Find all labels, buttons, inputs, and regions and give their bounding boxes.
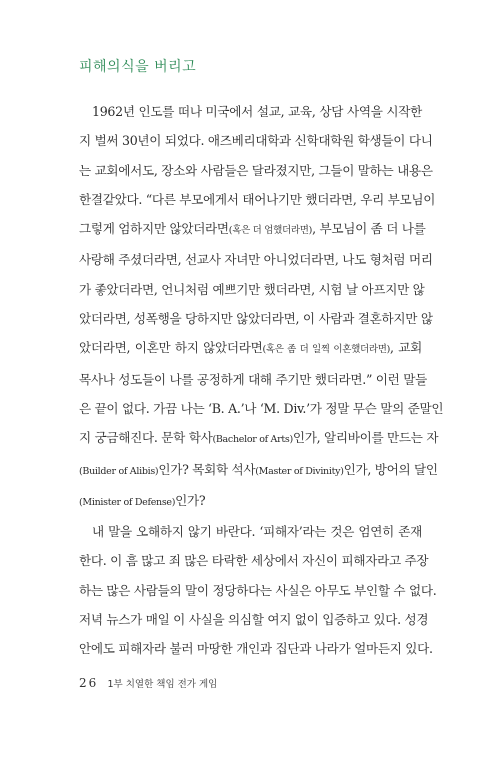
parenthetical-note: (혹은 좀 더 일찍 이혼했더라면) <box>262 344 391 356</box>
english-gloss: (Builder of Alibis) <box>79 465 159 477</box>
text-run: 았더라면, 이혼만 하지 않았더라면 <box>79 340 263 356</box>
text-line: 한결같았다. “다른 부모에게서 태어나기만 했더라면, 우리 부모님이 <box>79 191 436 207</box>
text-line: 하는 많은 사람들의 말이 정당하다는 사실은 아무도 부인할 수 없다. <box>79 582 437 598</box>
text-run: , 교회 <box>390 340 423 356</box>
text-line: 저녁 뉴스가 매일 이 사실을 의심할 여지 없이 입증하고 있다. 성경 <box>79 612 429 628</box>
english-gloss: (Minister of Defense) <box>79 496 176 508</box>
body-text <box>79 97 444 664</box>
page-number: 26 <box>79 676 99 690</box>
section-title: 피해의식을 버리고 <box>79 59 197 75</box>
english-gloss: (Master of Divinity) <box>255 465 344 477</box>
text-line <box>79 214 426 245</box>
text-line: 한다. 이 흠 많고 죄 많은 타락한 세상에서 자신이 피해자라고 주장 <box>79 553 429 569</box>
text-line <box>79 423 439 454</box>
text-line: 사랑해 주셨더라면, 선교사 자녀만 아니었더라면, 나도 형처럼 머리 <box>79 252 433 268</box>
text-run: 지 궁금해진다. 문학 학사 <box>79 430 213 446</box>
text-line: 았더라면, 성폭행을 당하지만 않았더라면, 이 사람과 결혼하지만 않 <box>79 311 433 327</box>
text-line: 는 교회에서도, 장소와 사람들은 달라졌지만, 그들이 말하는 내용은 <box>79 162 433 178</box>
text-line: 안에도 피해자라 불러 마땅한 개인과 집단과 나라가 얼마든지 있다. <box>79 641 433 657</box>
text-run: 그렇게 엄하지만 않았더라면 <box>79 221 229 237</box>
page-footer <box>79 676 217 690</box>
text-run: 인가, 알리바이를 만드는 자 <box>292 430 439 446</box>
text-line: 1962년 인도를 떠나 미국에서 설교, 교육, 상담 사역을 시작한 <box>92 104 422 119</box>
text-line: 은 끝이 없다. 가끔 나는 ‘B. A.’나 ‘M. Div.’가 정말 무슨 말의 준말인 <box>79 400 444 416</box>
text-line: 내 말을 오해하지 않기 바란다. ‘피해자’라는 것은 엄연히 존재 <box>92 524 422 540</box>
text-line: 목사나 성도들이 나를 공정하게 대해 주기만 했더라면.” 이런 말들 <box>79 371 427 387</box>
text-line <box>79 455 438 486</box>
text-line <box>79 486 422 517</box>
running-head: 1부 치열한 책임 전가 게임 <box>107 679 218 690</box>
text-run: 인가? <box>175 492 206 508</box>
text-line: 지 벌써 30년이 되었다. 애즈베리대학과 신학대학원 학생들이 다니 <box>79 133 433 149</box>
english-gloss: (Bachelor of Arts) <box>212 434 293 446</box>
parenthetical-note: (혹은 더 엄했더라면) <box>228 225 313 237</box>
text-run: 인가, 방어의 달인 <box>343 461 438 477</box>
text-line <box>79 333 422 364</box>
text-line: 가 좋았더라면, 언니처럼 예쁘기만 했더라면, 시험 날 아프지만 않 <box>79 281 425 297</box>
text-run: 인가? 목회학 석사 <box>158 461 256 477</box>
text-run: , 부모님이 좀 더 나를 <box>312 221 426 237</box>
